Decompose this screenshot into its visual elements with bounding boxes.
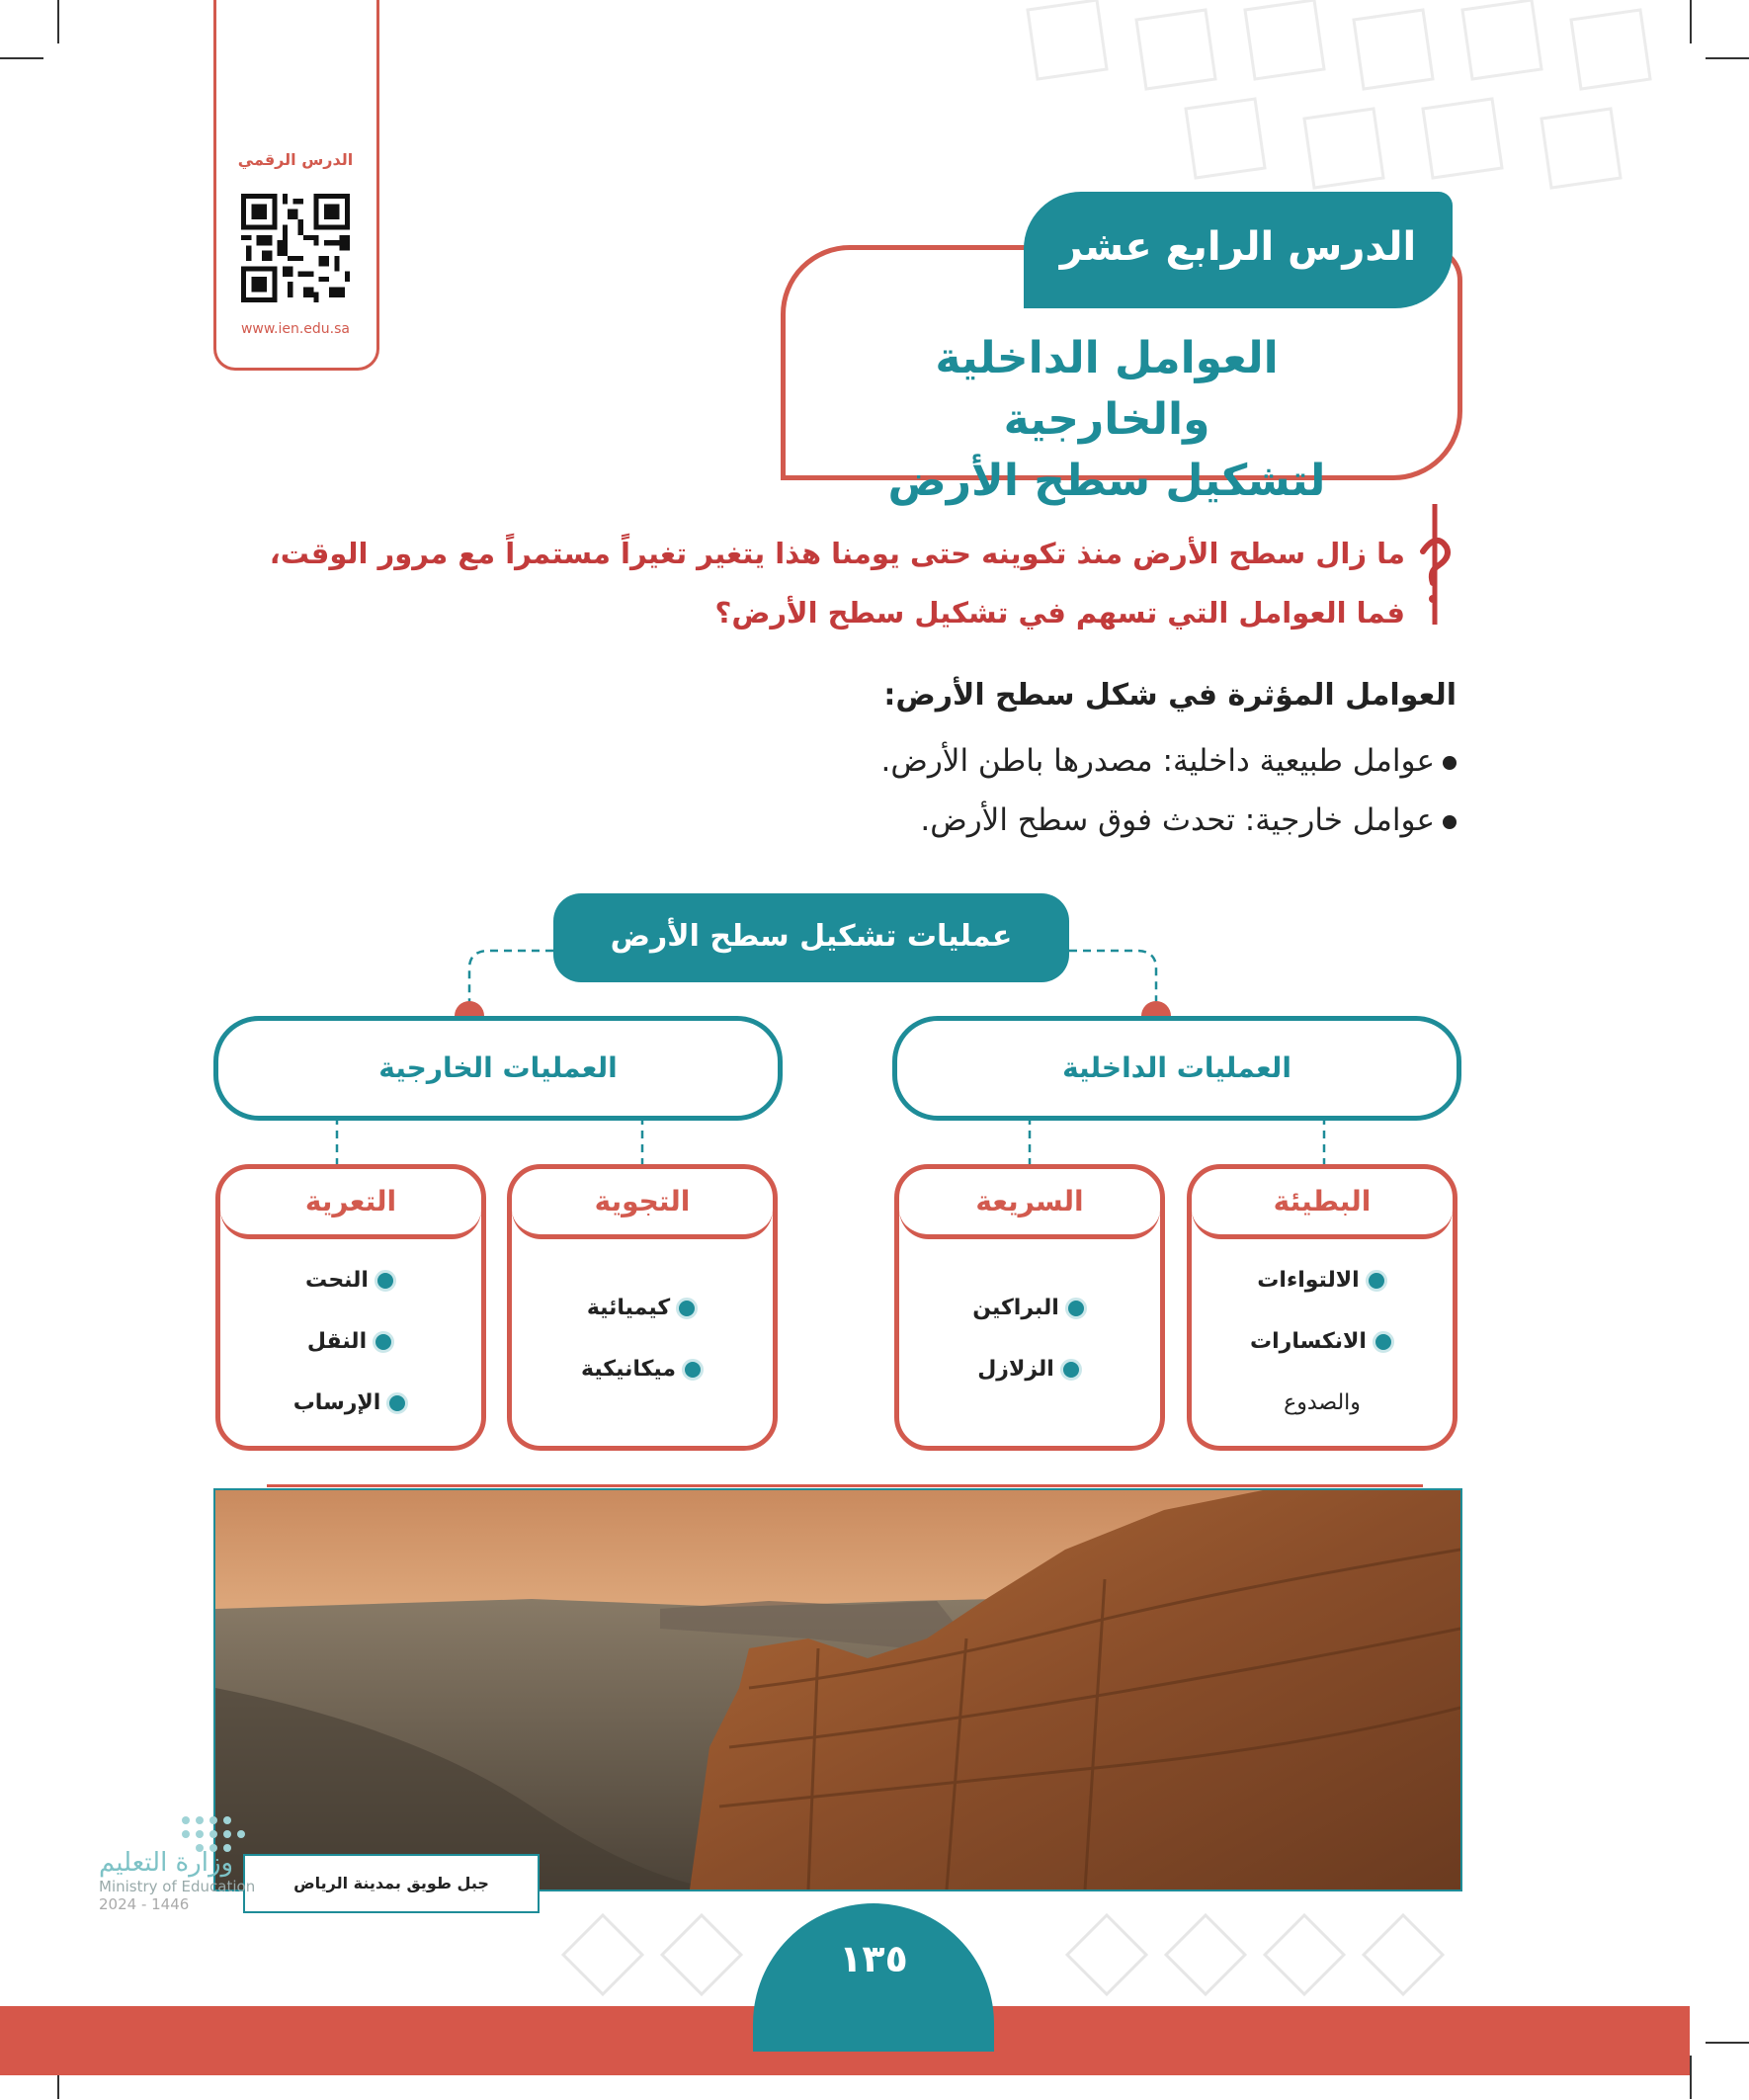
tuwaiq-mountain-image xyxy=(215,1490,1460,1890)
question-line-1: ما زال سطح الأرض منذ تكوينه حتى يومنا هذا يتغير تغيراً مستمراً مع مرور الوقت، xyxy=(269,537,1405,570)
fast-processes-list xyxy=(899,1278,1160,1400)
list-item: الإرساب xyxy=(220,1373,481,1434)
factors-heading: العوامل المؤثرة في شكل سطح الأرض: xyxy=(883,678,1457,713)
list-item: ميكانيكية xyxy=(512,1339,773,1400)
ministry-year: 2024 - 1446 xyxy=(99,1895,190,1913)
fast-processes-box xyxy=(894,1164,1165,1451)
list-item: كيميائية xyxy=(512,1278,773,1339)
ministry-logo xyxy=(99,1848,296,1913)
digital-lesson-url[interactable]: www.ien.edu.sa xyxy=(240,321,351,337)
slow-processes-heading: البطيئة xyxy=(1192,1169,1453,1239)
erosion-list xyxy=(220,1250,481,1434)
list-item: الانكسارات xyxy=(1192,1311,1453,1373)
slow-processes-list xyxy=(1192,1250,1453,1434)
list-item: البراكين xyxy=(899,1278,1160,1339)
bullet-icon xyxy=(375,1270,396,1292)
photo-top-rule xyxy=(267,1484,1423,1487)
lesson-number-badge: الدرس الرابع عشر xyxy=(1024,192,1453,308)
diagram-title: عمليات تشكيل سطح الأرض xyxy=(553,893,1069,982)
digital-lesson-label: الدرس الرقمي xyxy=(237,150,354,169)
list-item: الالتواءات xyxy=(1192,1250,1453,1311)
bullet-icon xyxy=(373,1331,394,1353)
lesson-title-line-2: لتشكيل سطح الأرض xyxy=(887,456,1326,506)
landscape-photo xyxy=(213,1488,1462,1891)
weathering-heading: التجوية xyxy=(512,1169,773,1239)
ministry-name-en: Ministry of Education xyxy=(99,1878,256,1895)
factor-item-text: عوامل طبيعية داخلية: مصدرها باطن الأرض. xyxy=(880,743,1435,779)
bullet-icon xyxy=(1366,1270,1387,1292)
erosion-box xyxy=(215,1164,486,1451)
bullet-icon xyxy=(1373,1331,1394,1353)
external-processes-box: العمليات الخارجية xyxy=(213,1016,783,1121)
lesson-title-line-1: العوامل الداخلية والخارجية xyxy=(935,333,1279,445)
bullet-icon xyxy=(676,1298,698,1319)
weathering-box xyxy=(507,1164,778,1451)
bullet-icon xyxy=(1060,1359,1082,1381)
slow-processes-box xyxy=(1187,1164,1458,1451)
internal-processes-box: العمليات الداخلية xyxy=(892,1016,1461,1121)
photo-caption: جبل طويق بمدينة الرياض xyxy=(243,1854,540,1913)
list-item: النقل xyxy=(220,1311,481,1373)
bullet-icon xyxy=(1065,1298,1087,1319)
list-item: النحت xyxy=(220,1250,481,1311)
factor-item-text: عوامل خارجية: تحدث فوق سطح الأرض. xyxy=(920,802,1435,838)
page-number: ١٣٥ xyxy=(839,1937,908,1980)
fast-processes-heading: السريعة xyxy=(899,1169,1160,1239)
list-item: الزلازل xyxy=(899,1339,1160,1400)
list-item: والصدوع xyxy=(1284,1390,1361,1415)
bullet-icon xyxy=(682,1359,704,1381)
ministry-name-ar: وزارة التعليم xyxy=(99,1848,234,1878)
bullet-icon xyxy=(386,1392,408,1414)
question-line-2: فما العوامل التي تسهم في تشكيل سطح الأرض؟ xyxy=(714,596,1405,630)
weathering-list xyxy=(512,1278,773,1400)
erosion-heading: التعرية xyxy=(220,1169,481,1239)
